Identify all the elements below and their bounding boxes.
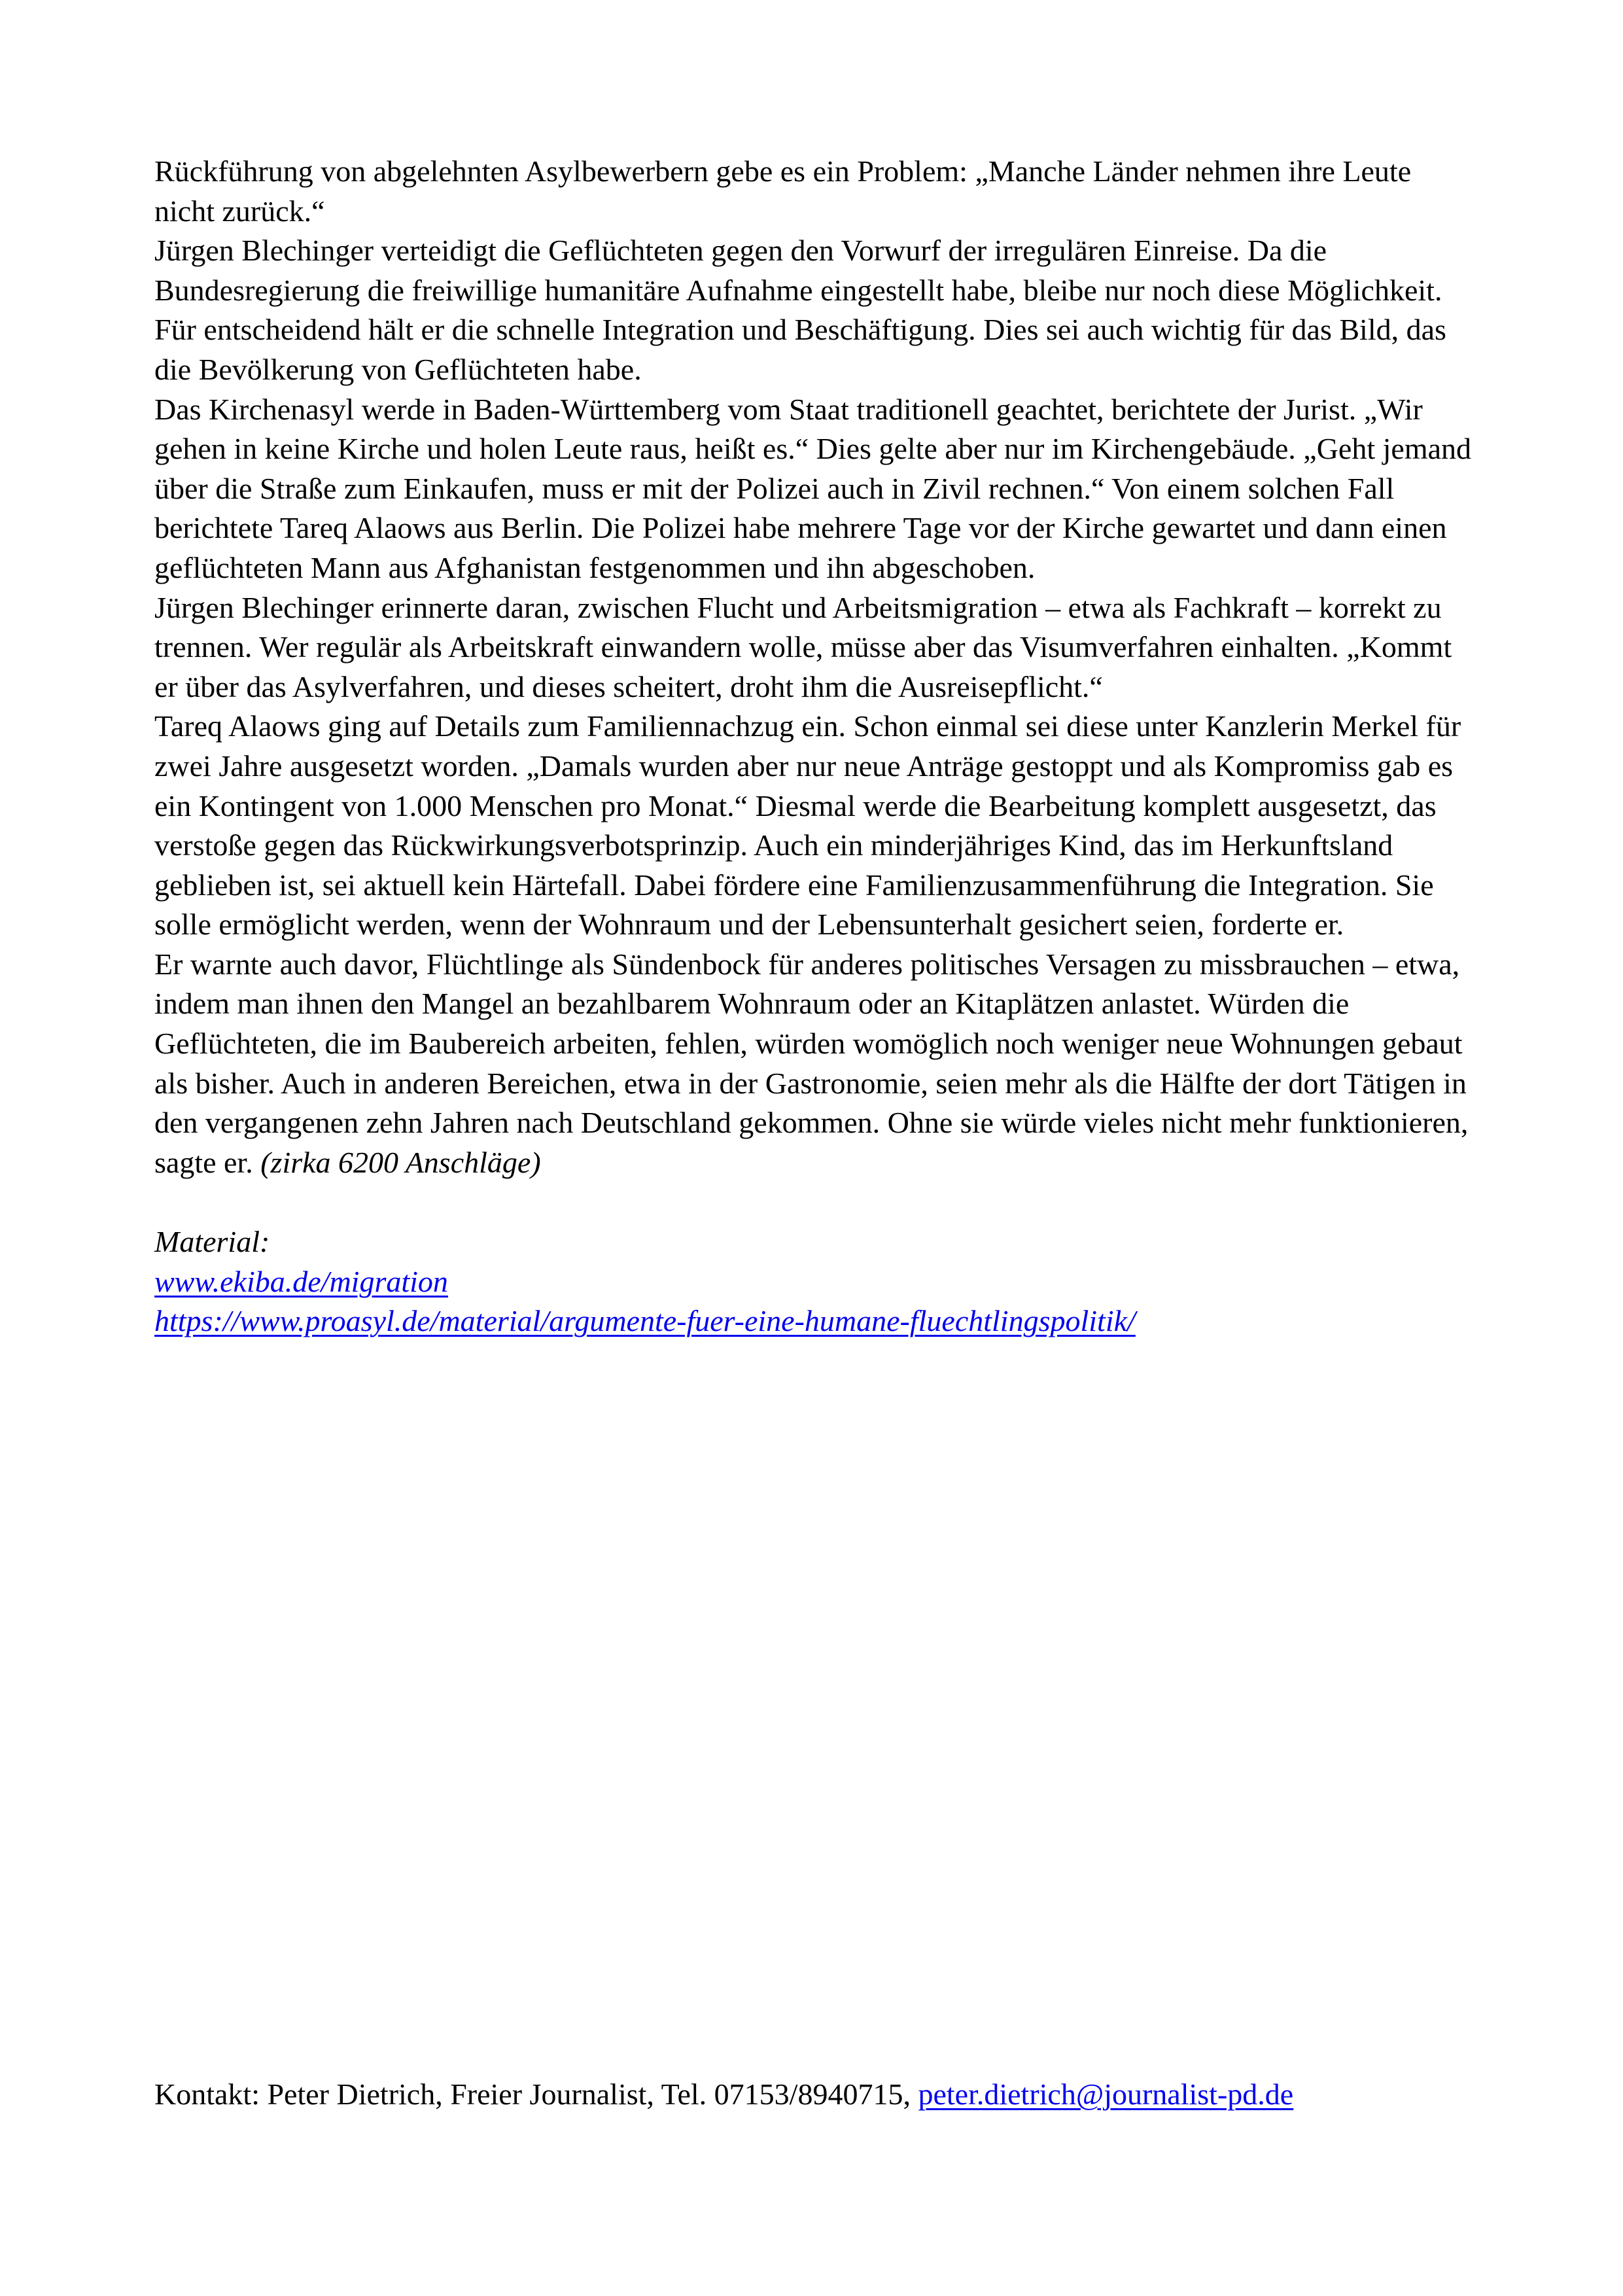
text-line: zwei Jahre ausgesetzt worden. „Damals wurden aber nur neue Anträge gestoppt und als Kompromiss gab es: [154, 749, 1454, 783]
material-section: [154, 1222, 1528, 1341]
text-line: er über das Asylverfahren, und dieses scheitert, droht ihm die Ausreisepflicht.“: [154, 669, 1103, 703]
text-line: Jürgen Blechinger erinnerte daran, zwischen Flucht und Arbeitsmigration – etwa als Fachkraft – korrekt zu: [154, 590, 1442, 624]
contact-footer: [154, 2075, 1293, 2114]
text-line: Für entscheidend hält er die schnelle Integration und Beschäftigung. Dies sei auch wichtig für das Bild, das: [154, 313, 1446, 347]
paragraph-6: [154, 945, 1528, 1183]
text-line: über die Straße zum Einkaufen, muss er mit der Polizei auch in Zivil rechnen.“ Von einem solchen Fall: [154, 471, 1395, 505]
contact-email-link[interactable]: peter.dietrich@journalist-pd.de: [918, 2077, 1294, 2111]
character-count-note: (zirka 6200 Anschläge): [260, 1145, 541, 1179]
paragraph-5: [154, 707, 1528, 945]
contact-text: Kontakt: Peter Dietrich, Freier Journalist, Tel. 07153/8940715,: [154, 2077, 918, 2111]
text-line: Bundesregierung die freiwillige humanitäre Aufnahme eingestellt habe, bleibe nur noch diese Möglichkeit.: [154, 273, 1442, 307]
text-line: verstoße gegen das Rückwirkungsverbotsprinzip. Auch ein minderjähriges Kind, das im Herkunftsland: [154, 828, 1393, 862]
text-line-final: [154, 1143, 1528, 1183]
text-line: indem man ihnen den Mangel an bezahlbarem Wohnraum oder an Kitaplätzen anlastet. Würden die: [154, 987, 1350, 1021]
text-line: Das Kirchenasyl werde in Baden-Württemberg vom Staat traditionell geachtet, berichtete der Jurist. „Wir: [154, 392, 1423, 426]
link-proasyl-material[interactable]: https://www.proasyl.de/material/argumente-fuer-eine-humane-fluechtlingspolitik/: [154, 1304, 1136, 1338]
text-line: die Bevölkerung von Geflüchteten habe.: [154, 352, 642, 386]
link-ekiba-migration[interactable]: www.ekiba.de/migration: [154, 1264, 448, 1298]
text-line: nicht zurück.“: [154, 194, 325, 228]
paragraph-3: [154, 390, 1528, 588]
text-line: geflüchteten Mann aus Afghanistan festgenommen und ihn abgeschoben.: [154, 550, 1036, 584]
closing-text: sagte er.: [154, 1145, 261, 1179]
paragraph-4: [154, 588, 1528, 707]
text-line: solle ermöglicht werden, wenn der Wohnraum und der Lebensunterhalt gesichert seien, forderte er.: [154, 908, 1344, 942]
spacer: [154, 1182, 1528, 1222]
text-line: als bisher. Auch in anderen Bereichen, etwa in der Gastronomie, seien mehr als die Hälfte der dort Tätigen in: [154, 1066, 1467, 1100]
text-line: Tareq Alaows ging auf Details zum Familiennachzug ein. Schon einmal sei diese unter Kanzlerin Merkel für: [154, 709, 1461, 743]
text-line: Geflüchteten, die im Baubereich arbeiten, fehlen, würden womöglich noch weniger neue Wohnungen gebaut: [154, 1027, 1463, 1061]
text-line: gehen in keine Kirche und holen Leute raus, heißt es.“ Dies gelte aber nur im Kirchengebäude. „Geht jemand: [154, 432, 1472, 466]
text-line: den vergangenen zehn Jahren nach Deutschland gekommen. Ohne sie würde vieles nicht mehr funktionieren,: [154, 1106, 1469, 1140]
text-line: berichtete Tareq Alaows aus Berlin. Die Polizei habe mehrere Tage vor der Kirche gewartet und dann einen: [154, 511, 1447, 545]
text-line: Er warnte auch davor, Flüchtlinge als Sündenbock für anderes politisches Versagen zu missbrauchen – etwa,: [154, 947, 1460, 981]
text-line: geblieben ist, sei aktuell kein Härtefall. Dabei fördere eine Familienzusammenführung die Integration. Sie: [154, 868, 1434, 902]
paragraph-1: [154, 152, 1528, 231]
text-line: ein Kontingent von 1.000 Menschen pro Monat.“ Diesmal werde die Bearbeitung komplett ausgesetzt, das: [154, 788, 1437, 822]
article-body: [154, 152, 1528, 1341]
paragraph-2: [154, 231, 1528, 389]
text-line: Jürgen Blechinger verteidigt die Geflüchteten gegen den Vorwurf der irregulären Einreise. Da die: [154, 234, 1327, 268]
text-line: trennen. Wer regulär als Arbeitskraft einwandern wolle, müsse aber das Visumverfahren einhalten. „Kommt: [154, 630, 1452, 664]
material-label: Material:: [154, 1225, 270, 1259]
text-line: Rückführung von abgelehnten Asylbewerbern gebe es ein Problem: „Manche Länder nehmen ihre Leute: [154, 154, 1412, 188]
